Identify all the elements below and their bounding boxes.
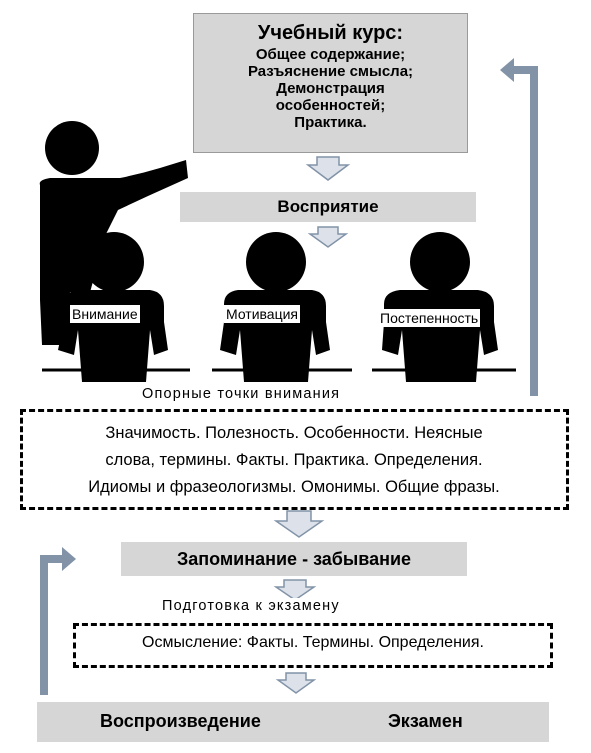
perception-band: Восприятие	[180, 192, 476, 222]
student-right	[382, 232, 498, 382]
course-item: особенностей;	[275, 97, 386, 114]
memorize-band: Запоминание - забывание	[121, 542, 467, 576]
attention-line: слова, термины. Факты. Практика. Определения.	[105, 451, 483, 469]
course-item: Практика.	[294, 114, 367, 131]
exam-prep-caption: Подготовка к экзамену	[158, 598, 344, 614]
return-arrow-right	[500, 58, 538, 396]
course-items	[194, 46, 467, 131]
attention-line: Значимость. Полезность. Особенности. Неясные	[105, 424, 483, 442]
course-item: Общее содержание;	[255, 46, 406, 63]
comprehension-text: Осмысление: Факты. Термины. Определения.	[142, 634, 484, 651]
course-item: Демонстрация	[276, 80, 385, 97]
student-label-gradualness: Постепенность	[380, 310, 479, 326]
student-label-motivation: Мотивация	[226, 306, 299, 322]
return-arrow-left	[40, 547, 76, 695]
attention-line: Идиомы и фразеологизмы. Омонимы. Общие фразы.	[88, 478, 500, 496]
student-label-attention: Внимание	[72, 306, 138, 322]
attention-points-text	[24, 420, 564, 501]
course-title: Учебный курс:	[257, 22, 404, 44]
final-reproduction: Воспроизведение	[100, 711, 261, 731]
course-item: Разъяснение смысла;	[247, 63, 414, 80]
attention-caption: Опорные точки внимания	[138, 386, 344, 402]
course-box	[193, 13, 468, 153]
final-exam: Экзамен	[388, 711, 463, 731]
